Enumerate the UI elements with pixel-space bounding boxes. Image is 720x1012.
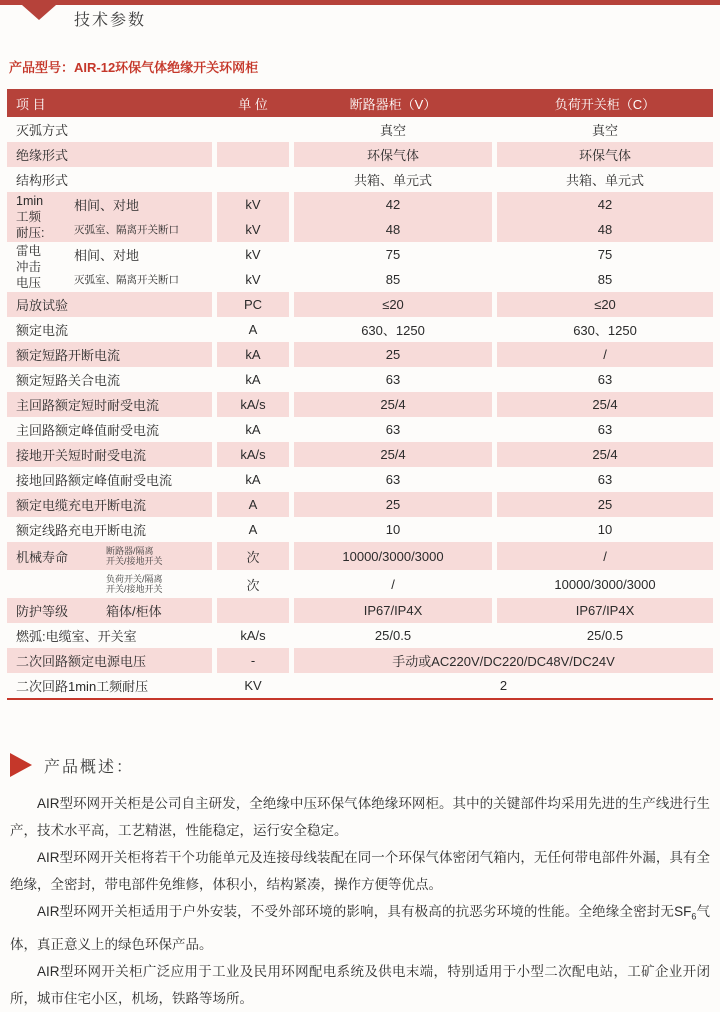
row-label-cell [7,367,212,392]
row-label-cell [7,570,212,598]
section-technical-params-header [0,5,720,39]
sublabel-line: 负荷开关/隔离 [106,574,163,584]
table-row [7,673,713,698]
row-label-cell [7,517,212,542]
row-label-cell [7,117,212,142]
value-line: 48 [385,222,401,237]
row-value-breaker: 真空 [379,123,406,138]
row-value-loadswitch: 25/4 [497,442,713,467]
overview-paragraph-3 [10,898,710,958]
section-title-overview: 产品概述： [44,758,135,776]
row-unit: A [248,322,258,337]
row-label-cell [7,467,212,492]
row-label: 额定短路关合电流 [16,373,121,388]
unit-line: kV [245,222,261,237]
row-unit: 次 [246,577,260,593]
sublabel-line: 开关/接地开关 [106,556,163,566]
table-row [7,623,713,648]
row-unit: kA [245,372,261,387]
row-value-breaker: 63 [385,372,401,387]
row-label: 二次回路额定电源电压 [16,654,147,669]
row-label-multiline [16,243,74,291]
row-sublabels [74,242,212,292]
row-label-cell [7,417,212,442]
row-value-breaker [294,192,492,242]
value-line: 42 [385,197,401,212]
value-line: 85 [385,272,401,287]
section-product-overview-header [0,752,720,778]
spec-table [7,89,713,700]
row-sublabel: 灭弧室、隔离开关断口 [74,224,179,236]
row-label: 主回路额定峰值耐受电流 [16,423,160,438]
row-label-line: 工频 [16,210,42,224]
overview-paragraph-1: AIR型环网开关柜是公司自主研发，全绝缘中压环保气体绝缘环网柜。其中的关键部件均采用先进的生产线进行生产，技术水平高，工艺精湛，性能稳定，运行安全稳定。 [10,796,710,838]
table-row [7,292,713,317]
row-label-cell [7,442,212,467]
row-unit: kA/s [217,392,289,417]
row-value-span: 手动或AC220V/DC220/DC48V/DC24V [294,648,713,673]
row-label-cell [7,292,212,317]
row-label: 额定电缆充电开断电流 [16,498,147,513]
row-value-breaker: IP67/IP4X [294,598,492,623]
row-label: 局放试验 [16,298,69,313]
row-unit [217,242,289,292]
table-row [7,342,713,367]
table-row [7,542,713,570]
row-value-breaker: 630、1250 [361,323,425,338]
row-value-loadswitch: 63 [597,422,613,437]
row-label: 机械寿命 [16,549,69,565]
table-row [7,317,713,342]
row-sublabel-small [106,574,163,594]
row-label-line: 冲击 [16,260,42,274]
row-sublabels [74,192,212,242]
row-label-cell [7,167,212,192]
header-load-switch-cabinet: 负荷开关柜（C） [554,96,656,112]
unit-line: kV [245,247,261,262]
row-label: 额定线路充电开断电流 [16,523,147,538]
row-unit: A [248,522,258,537]
row-value-loadswitch: ≤20 [497,292,713,317]
value-line: 75 [597,247,613,262]
row-label-cell [7,142,212,167]
row-label: 额定电流 [16,323,69,338]
table-header-row [7,89,713,117]
row-value-loadswitch: / [497,342,713,367]
row-unit [217,117,289,142]
row-value-loadswitch: 共箱、单元式 [565,173,644,188]
row-sublabel: 相间、对地 [74,248,140,263]
row-label-cell [7,192,212,242]
row-value-loadswitch: 10000/3000/3000 [554,576,656,592]
row-value-breaker: 25 [294,342,492,367]
row-label-line: 电压 [16,276,42,290]
row-label-cell [7,342,212,367]
paragraph-3-text: AIR型环网开关柜适用于户外安装，不受外部环境的影响，具有极高的抗恶劣环境的性能。全绝缘全密封无SF [37,904,692,919]
row-value-breaker: ≤20 [294,292,492,317]
row-label-cell [7,392,212,417]
triangle-down-icon [22,5,56,20]
row-value-breaker: 63 [385,472,401,487]
row-value-breaker: 25 [294,492,492,517]
value-line: 85 [597,272,613,287]
row-label: 结构形式 [16,173,69,188]
table-row [7,142,713,167]
value-line: 42 [597,197,613,212]
row-label-cell [7,317,212,342]
unit-line: kV [245,272,261,287]
spec-table-body [7,117,713,698]
table-row [7,392,713,417]
row-sublabel: 箱体/柜体 [106,604,162,619]
row-label-cell [7,492,212,517]
row-value-breaker: 25/4 [294,442,492,467]
row-value-breaker: 25/0.5 [374,628,412,643]
row-value-loadswitch: 环保气体 [497,142,713,167]
row-label-cell [7,542,212,570]
row-value-loadswitch: 25 [497,492,713,517]
row-label-cell [7,242,212,292]
row-label: 主回路额定短时耐受电流 [16,398,160,413]
row-value-loadswitch: 63 [597,372,613,387]
table-row [7,598,713,623]
row-label-cell [7,648,212,673]
header-breaker-cabinet: 断路器柜（V） [349,96,437,112]
row-label: 防护等级 [16,604,69,619]
row-label-cell [7,598,212,623]
row-label: 燃弧:电缆室、开关室 [16,629,137,644]
row-value-breaker: 共箱、单元式 [353,173,432,188]
row-value-loadswitch [497,242,713,292]
row-label: 灭弧方式 [16,123,69,138]
row-unit: KV [244,678,262,693]
value-line: 75 [385,247,401,262]
row-label-cell [7,673,212,698]
table-row [7,167,713,192]
row-unit: - [217,648,289,673]
row-value-loadswitch: 630、1250 [573,323,637,338]
row-value-breaker: 10 [385,522,401,537]
row-value-breaker: 10000/3000/3000 [294,542,492,570]
table-row [7,417,713,442]
row-label: 接地开关短时耐受电流 [16,448,147,463]
row-label: 接地回路额定峰值耐受电流 [16,473,173,488]
row-unit [217,598,289,623]
row-value-loadswitch [497,192,713,242]
row-sublabel: 灭弧室、隔离开关断口 [74,274,179,286]
row-value-loadswitch: 真空 [591,123,618,138]
table-row [7,192,713,242]
table-row [7,242,713,292]
row-label: 二次回路1min工频耐压 [16,679,149,694]
row-value-loadswitch: 10 [597,522,613,537]
table-row [7,570,713,598]
row-label-cell [7,623,212,648]
row-value-loadswitch: / [497,542,713,570]
overview-paragraph-2: AIR型环网开关柜将若干个功能单元及连接母线装配在同一个环保气体密闭气箱内，无任何带电部件外漏，具有全绝缘，全密封，带电部件免维修，体积小，结构紧凑，操作方便等优点。 [10,850,710,892]
row-value-breaker: 63 [385,422,401,437]
unit-line: kV [245,197,261,212]
row-unit: A [217,492,289,517]
table-row [7,442,713,467]
row-label-multiline [16,193,74,241]
triangle-right-icon [10,753,32,777]
section-title-technical: 技术参数 [74,12,147,29]
row-unit: PC [217,292,289,317]
table-row [7,467,713,492]
row-label: 绝缘形式 [16,148,69,163]
sublabel-line: 开关/接地开关 [106,584,163,594]
header-item: 项 目 [16,96,46,112]
row-unit: kA [217,342,289,367]
row-unit: kA/s [240,628,266,643]
row-unit [217,142,289,167]
row-value-breaker: 环保气体 [294,142,492,167]
table-row [7,492,713,517]
row-value-breaker: 25/4 [294,392,492,417]
value-line: 48 [597,222,613,237]
overview-paragraphs [10,790,710,1012]
table-row [7,517,713,542]
row-value-span: 2 [499,678,508,693]
row-unit [217,192,289,242]
table-row [7,117,713,142]
row-sublabel-small [106,546,163,566]
row-value-loadswitch: 63 [597,472,613,487]
row-value-loadswitch: 25/0.5 [586,628,624,643]
table-row [7,367,713,392]
row-value-breaker [294,242,492,292]
overview-paragraph-4: AIR型环网开关柜广泛应用于工业及民用环网配电系统及供电末端，特别适用于小型二次配电站，工矿企业开闭所，城市住宅小区，机场，铁路等场所。 [10,963,710,1006]
sf6-subscript: 6 [691,911,697,922]
row-label: 额定短路开断电流 [16,348,121,363]
table-bottom-rule [7,698,713,700]
row-unit: kA [245,472,261,487]
row-value-breaker: / [391,576,395,592]
paragraph-3-text-tail: 气体，真正意义上的绿色环保产品。 [10,904,710,952]
row-sublabel: 相间、对地 [74,198,140,213]
row-label-line: 雷电 [16,244,42,258]
row-unit: kA/s [217,442,289,467]
table-row [7,648,713,673]
product-model-line: 产品型号：AIR-12环保气体绝缘开关环网柜 [9,60,259,75]
row-label-line: 耐压: [16,226,45,240]
row-value-loadswitch: 25/4 [497,392,713,417]
sublabel-line: 断路器/隔离 [106,546,154,556]
row-unit: 次 [217,542,289,570]
header-unit: 单 位 [238,96,268,112]
row-label-line: 1min [16,194,44,208]
row-unit: kA [245,422,261,437]
row-value-loadswitch: IP67/IP4X [497,598,713,623]
row-unit [217,167,289,192]
